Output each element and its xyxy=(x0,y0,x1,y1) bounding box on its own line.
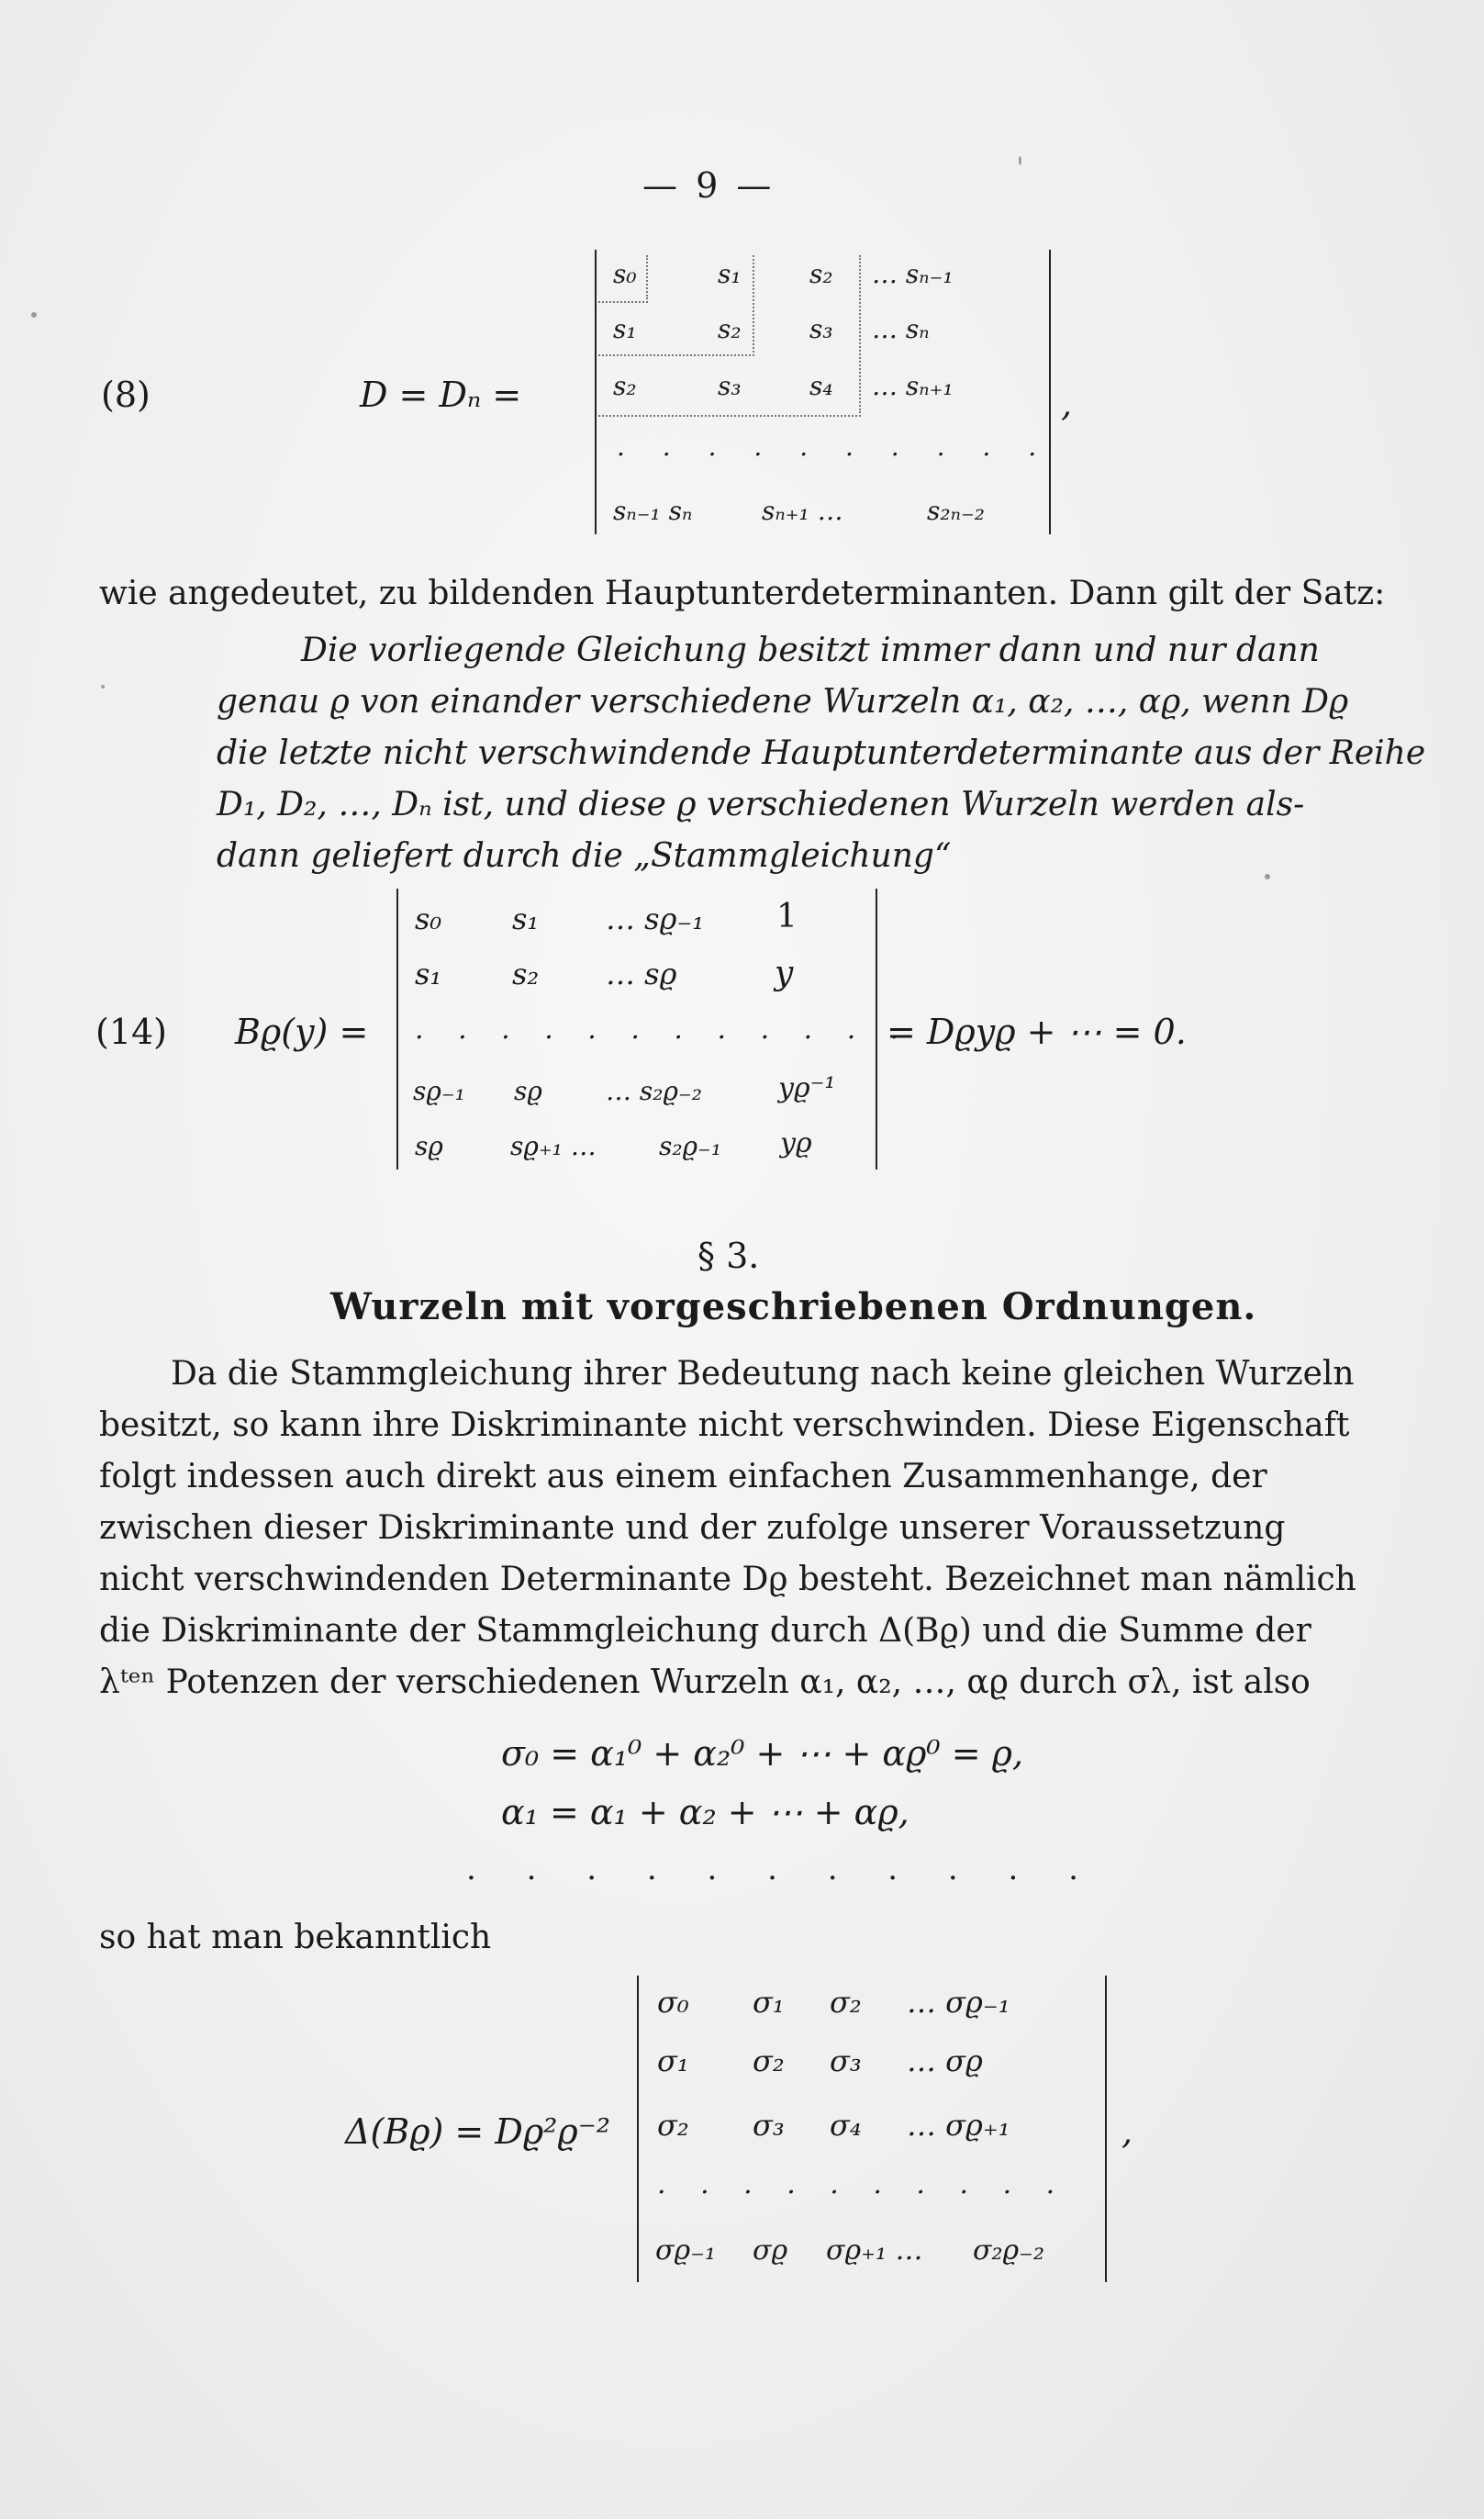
trailing-comma: , xyxy=(1061,384,1073,424)
matrix-cell: s₂ xyxy=(809,259,833,289)
matrix-cell: σ₃ xyxy=(830,2043,862,2078)
page-number: — 9 — xyxy=(642,165,775,206)
print-speck xyxy=(31,312,37,318)
minor-divider xyxy=(598,354,754,356)
matrix-cell: s₄ xyxy=(809,371,833,401)
matrix-cell: σϱ xyxy=(753,2234,788,2267)
body-line: wie angedeutet, zu bildenden Hauptunterdeterminanten. Dann gilt der Satz: xyxy=(99,575,1386,612)
matrix-cell: yϱ xyxy=(780,1127,812,1159)
minor-divider xyxy=(598,301,648,303)
matrix-cell: … sₙ₋₁ xyxy=(872,259,954,289)
matrix-cell: … σϱ₊₁ xyxy=(907,2108,1010,2143)
matrix-cell: σ₁ xyxy=(753,1985,785,2020)
section-number: § 3. xyxy=(697,1236,760,1276)
matrix-dots-row: . . . . . . . . . . xyxy=(617,431,1052,462)
power-sum-ellipsis: . . . . . . . . . . . xyxy=(466,1851,1099,1887)
matrix-cell: σϱ₋₁ xyxy=(655,2234,716,2267)
matrix-cell: … s₂ϱ₋₂ xyxy=(606,1076,702,1106)
matrix-cell: s₀ xyxy=(613,259,637,289)
determinant-lhs: D = Dₙ = xyxy=(360,375,522,415)
matrix-right-bar xyxy=(1049,250,1051,534)
matrix-cell: sₙ₊₁ … xyxy=(762,496,843,526)
theorem-line: Die vorliegende Gleichung besitzt immer dann und nur dann xyxy=(301,632,1320,669)
matrix-cell: sϱ xyxy=(514,1076,542,1106)
matrix-cell: σ₂ xyxy=(830,1985,862,2020)
matrix-cell: s₂ xyxy=(718,314,742,344)
matrix-dots-row: . . . . . . . . . . xyxy=(657,2168,1068,2200)
matrix-cell: σ₁ xyxy=(657,2043,689,2078)
matrix-left-bar xyxy=(595,250,597,534)
matrix-cell: sϱ₋₁ xyxy=(413,1076,465,1106)
paragraph-line: nicht verschwindenden Determinante Dϱ besteht. Bezeichnet man nämlich xyxy=(99,1561,1356,1598)
matrix-cell: … sₙ₊₁ xyxy=(872,371,954,401)
matrix-cell: sϱ₊₁ … xyxy=(510,1131,597,1161)
paragraph-line: folgt indessen auch direkt aus einem einfachen Zusammenhange, der xyxy=(99,1458,1267,1495)
matrix-cell: … σϱ xyxy=(907,2043,983,2078)
theorem-line: dann geliefert durch die „Stammgleichung“ xyxy=(217,837,952,875)
discriminant-lhs: Δ(Bϱ) = Dϱ²ϱ⁻² xyxy=(345,2111,611,2152)
matrix-cell: s₂ xyxy=(512,957,540,991)
matrix-cell: sϱ xyxy=(415,1131,443,1161)
power-sum-equation: σ₀ = α₁⁰ + α₂⁰ + ⋯ + αϱ⁰ = ϱ, xyxy=(501,1733,1024,1774)
matrix-cell: s₁ xyxy=(718,259,742,289)
matrix-cell: y xyxy=(775,955,794,992)
minor-divider xyxy=(598,415,861,417)
body-line: so hat man bekanntlich xyxy=(99,1919,492,1956)
matrix-cell: yϱ⁻¹ xyxy=(778,1072,836,1104)
matrix-cell: s₁ xyxy=(512,901,540,936)
matrix-cell: s₃ xyxy=(718,371,742,401)
stammgleichung-lhs: Bϱ(y) = xyxy=(235,1012,369,1052)
matrix-cell: s₂ xyxy=(613,371,637,401)
equation-number-14: (14) xyxy=(95,1012,168,1052)
paragraph-line: besitzt, so kann ihre Diskriminante nicht verschwinden. Diese Eigenschaft xyxy=(99,1406,1350,1444)
minor-divider xyxy=(859,255,861,413)
matrix-left-bar xyxy=(396,889,398,1170)
paragraph-line: Da die Stammgleichung ihrer Bedeutung nach keine gleichen Wurzeln xyxy=(171,1355,1355,1393)
print-speck xyxy=(1265,874,1270,879)
matrix-cell: σ₃ xyxy=(753,2108,785,2143)
minor-divider xyxy=(753,255,754,353)
section-title: Wurzeln mit vorgeschriebenen Ordnungen. xyxy=(330,1285,1257,1328)
matrix-cell: s₃ xyxy=(809,314,833,344)
paragraph-line: zwischen dieser Diskriminante und der zufolge unserer Voraussetzung xyxy=(99,1509,1286,1547)
matrix-cell: σ₂ xyxy=(657,2108,689,2143)
matrix-cell: s₁ xyxy=(613,314,637,344)
matrix-left-bar xyxy=(637,1976,639,2282)
matrix-cell: s₁ xyxy=(415,957,442,991)
paragraph-line: die Diskriminante der Stammgleichung durch Δ(Bϱ) und die Summe der xyxy=(99,1612,1311,1650)
trailing-comma: , xyxy=(1121,2111,1133,2152)
matrix-right-bar xyxy=(1105,1976,1107,2282)
equation-number-8: (8) xyxy=(101,375,151,415)
matrix-cell: s₀ xyxy=(415,901,442,936)
matrix-cell: … sϱ₋₁ xyxy=(606,901,705,936)
theorem-line: genau ϱ von einander verschiedene Wurzeln α₁, α₂, …, αϱ, wenn Dϱ xyxy=(217,683,1349,721)
matrix-dots-row: . . . . . . . . . . . . xyxy=(415,1013,912,1046)
matrix-cell: σϱ₊₁ … xyxy=(826,2234,923,2267)
matrix-cell: σ₀ xyxy=(657,1985,689,2020)
theorem-line: die letzte nicht verschwindende Hauptunterdeterminante aus der Reihe xyxy=(217,734,1426,772)
matrix-cell: σ₄ xyxy=(830,2108,862,2143)
matrix-cell: σ₂ϱ₋₂ xyxy=(973,2234,1045,2267)
matrix-cell: … sϱ xyxy=(606,957,677,991)
power-sum-equation: α₁ = α₁ + α₂ + ⋯ + αϱ, xyxy=(501,1792,909,1832)
matrix-cell: σ₂ xyxy=(753,2043,785,2078)
stammgleichung-rhs: = Dϱyϱ + ⋯ = 0. xyxy=(887,1012,1187,1052)
paragraph-line: λᵗᵉⁿ Potenzen der verschiedenen Wurzeln α₁, α₂, …, αϱ durch σλ, ist also xyxy=(99,1663,1311,1701)
matrix-cell: sₙ₋₁ sₙ xyxy=(613,496,693,526)
matrix-cell: 1 xyxy=(776,898,798,935)
print-speck xyxy=(101,685,105,689)
theorem-line: D₁, D₂, …, Dₙ ist, und diese ϱ verschiedenen Wurzeln werden als- xyxy=(217,786,1305,823)
minor-divider xyxy=(646,255,648,299)
print-speck xyxy=(1019,156,1021,165)
matrix-cell: … σϱ₋₁ xyxy=(907,1985,1010,2020)
matrix-cell: … sₙ xyxy=(872,314,930,344)
matrix-cell: s₂ₙ₋₂ xyxy=(927,496,985,526)
matrix-cell: s₂ϱ₋₁ xyxy=(659,1131,722,1161)
